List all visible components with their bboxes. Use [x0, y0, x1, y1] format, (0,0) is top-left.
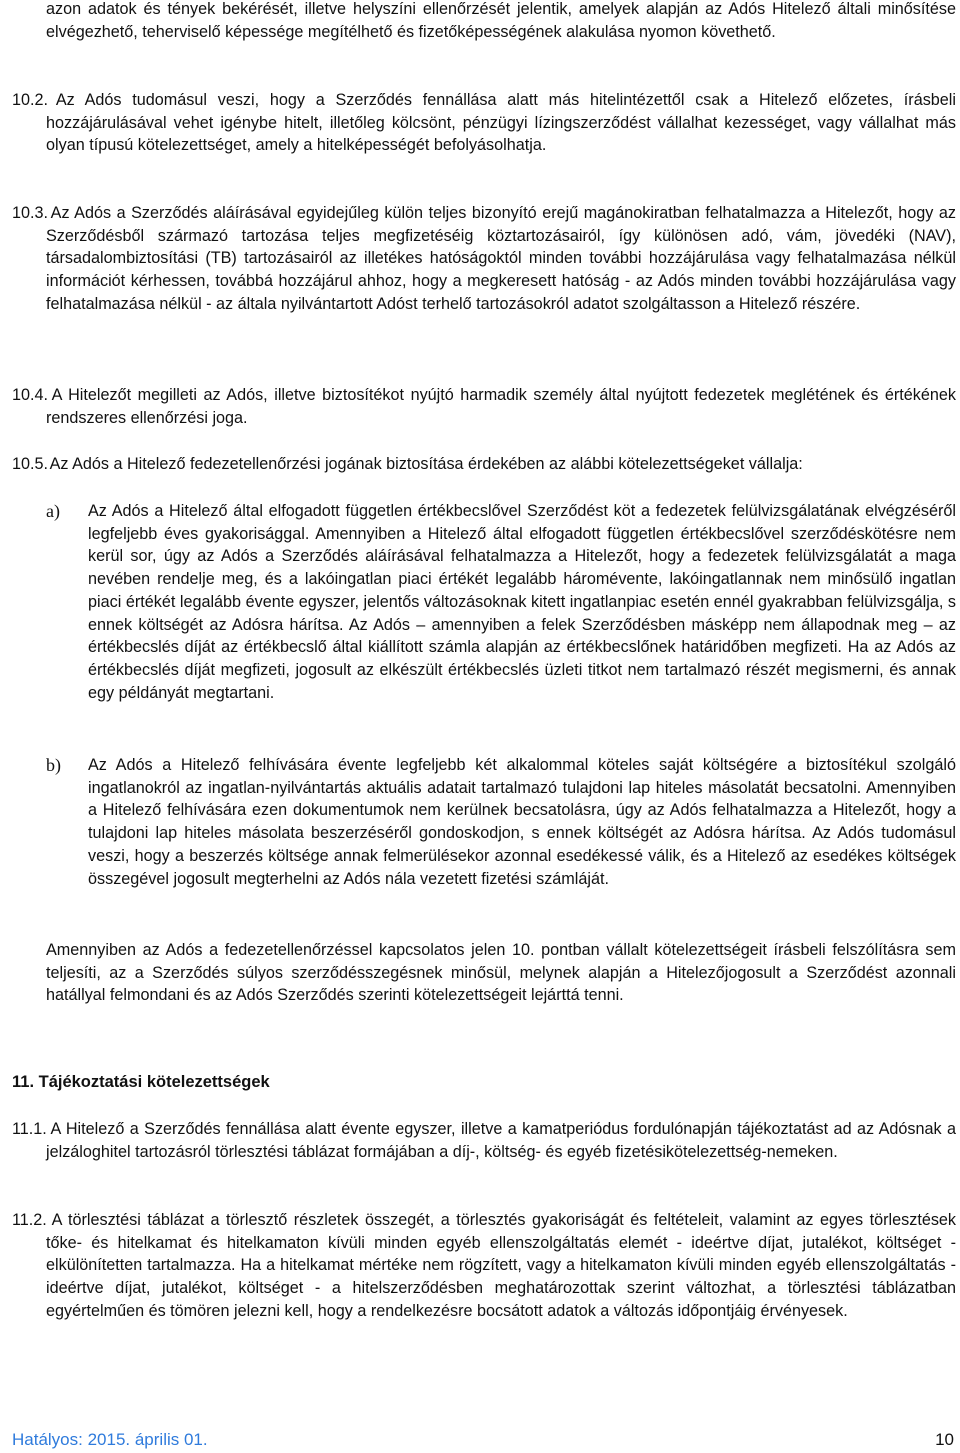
paragraph-10-4 [12, 384, 956, 429]
paragraph-number: 10.5. [12, 455, 49, 473]
list-item-text: Az Adós a Hitelező felhívására évente legfeljebb két alkalommal köteles saját költségére a biztosítékul szolgáló ingatlanokról az ingatlan-nyilvántartás aktuális adatait tartalmazó tulajdoni lap hiteles másolatát becsatolni. Amennyiben a Hitelező felhívására ezen dokumentumok nem kerülnek becsatolásra, úgy az Adós felhatalmazza a Hitelezőt, hogy a tulajdoni lap hiteles másolata beszerzéséről gondoskodjon, s ennek költségét az Adósra hárítsa. Az Adós tudomásul veszi, hogy a beszerzés költsége annak felmerülésekor azonnal esedékessé válik, és a Hitelező az esedékes költségek összegével jogosult megterhelni az Adós nála vezetett fizetési számláját. [88, 756, 956, 888]
paragraph-number: 11.2. [12, 1211, 47, 1229]
footer-page-number: 10 [935, 1430, 954, 1449]
paragraph-text: A Hitelezőt megilleti az Adós, illetve biztosítékot nyújtó harmadik személy által nyújtott fedezetek meglétének és értékének rendszeres ellenőrzési joga. [46, 386, 956, 427]
paragraph-text: Az Adós tudomásul veszi, hogy a Szerződés fennállása alatt más hitelintézettől csak a Hitelező előzetes, írásbeli hozzájárulásával vehet igénybe hitelt, illetőleg kölcsönt, pénzügyi lízingszerződést vállalhat kezességet, vagy vállalhat más olyan típusú kötelezettséget, amely a hitelképességét befolyásolhatja. [46, 91, 956, 155]
paragraph-11-2 [12, 1209, 956, 1323]
paragraph-text: Az Adós a Hitelező fedezetellenőrzési jogának biztosítása érdekében az alábbi kötelezettségeket vállalja: [49, 455, 803, 473]
intro-paragraph: azon adatok és tények bekérését, illetve helyszíni ellenőrzését jelentik, amelyek alapján az Adós Hitelező általi minősítése elvégezhető, teherviselő képessége megítélhető és fizetőképességének alakulása nyomon követhető. [46, 0, 956, 41]
list-item-text: Az Adós a Hitelező által elfogadott független értékbecslővel Szerződést köt a fedezetek felülvizsgálatának elvégzéséről legfeljebb éves gyakorisággal. Amennyiben a Hitelező által elfogadott független értékbecslővel szerződéskötésre nem kerül sor, úgy az Adós a Szerződés aláírásával felhatalmazza a Hitelezőt, hogy a fedezetek felülvizsgálatát a maga nevében rendelje meg, és a lakóingatlan piaci értékét legalább háromévente, lakóingatlannak nem minősülő ingatlan piaci értékét legalább évente egyszer, jelentős változásoknak kitett ingatlanpiac esetén ennél gyakrabban felülvizsgálja, s ennek költségét az Adósra hárítsa. Az Adós – amennyiben a felek Szerződésben másképp nem állapodnak meg – az értékbecslés díját az értékbecslő által kiállított számla alapján az értékbecslőnek határidőben megfizeti. Ha az Adós az értékbecslés díját megfizeti, jogosult az elkészült értékbecslés üzleti titkot nem tartalmazó részét megismerni, és annak egy példányát megtartani. [88, 502, 956, 702]
section-heading: 11. Tájékoztatási kötelezettségek [12, 1073, 270, 1091]
paragraph-number: 10.3. [12, 204, 49, 222]
list-marker: a) [46, 501, 60, 521]
paragraph-number: 11.1. [12, 1120, 47, 1138]
paragraph-10-3 [12, 202, 956, 316]
footer-effective-date: Hatályos: 2015. április 01. [12, 1430, 208, 1449]
paragraph-10-5 [12, 453, 956, 476]
paragraph-11-1 [12, 1118, 956, 1163]
paragraph-text: A törlesztési táblázat a törlesztő részletek összegét, a törlesztés gyakoriságát és feltételeit, valamint az egyes törlesztések tőke- és hitelkamat és hitelkamaton kívüli minden egyéb ellenszolgáltatás elemét - ideértve díjat, jutalékot, költséget - elkülönítetten tartalmazza. Ha a hitelkamat mértéke nem rögzített, vagy a hitelkamaton kívüli minden egyéb ellenszolgáltatás - ideértve díjat, jutalékot, költséget - a hitelszerződésben meghatározottak szerint változhat, a törlesztési táblázatban egyértelműen és tömören jelezni kell, hogy a rendelkezésre bocsátott adatok a változás időpontjáig érvényesek. [46, 1211, 957, 1320]
paragraph-number: 10.4. [12, 386, 49, 404]
list-item-b [46, 754, 956, 890]
list-marker: b) [46, 755, 61, 775]
paragraph-10-2 [12, 89, 956, 157]
paragraph-text: Az Adós a Szerződés aláírásával egyidejűleg külön teljes bizonyító erejű magánokiratban felhatalmazza a Hitelezőt, hogy az Szerződésből származó tartozása teljes megfizetéséig köztartozásairól, így különösen adó, vám, jövedéki (NAV), társadalombiztosítási (TB) tartozásairól az illetékes hatóságoktól minden további hozzájárulása vagy felhatalmazása nélkül információt kérhessen, továbbá hozzájárul ahhoz, hogy a megkeresett hatóság - az Adós minden további hozzájárulása vagy felhatalmazása nélkül - az általa nyilvántartott Adóst terhelő tartozásokról adatot szolgáltasson a Hitelező részére. [46, 204, 956, 313]
list-item-a [46, 500, 956, 704]
paragraph-text: A Hitelező a Szerződés fennállása alatt évente egyszer, illetve a kamatperiódus fordulónapján tájékoztatást ad az Adósnak a jelzáloghitel tartozásról törlesztési táblázat formájában a díj-, költség- és egyéb fizetésikötelezettség-nemeken. [46, 1120, 956, 1161]
paragraph-number: 10.2. [12, 91, 49, 109]
summary-paragraph: Amennyiben az Adós a fedezetellenőrzéssel kapcsolatos jelen 10. pontban vállalt kötelezettségeit írásbeli felszólításra sem teljesíti, az a Szerződés súlyos szerződésszegésnek minősül, melynek alapján a Hitelezőjogosult a Szerződést azonnali hatállyal felmondani és az Adós Szerződés szerinti kötelezettségeit lejárttá tenni. [46, 941, 956, 1005]
